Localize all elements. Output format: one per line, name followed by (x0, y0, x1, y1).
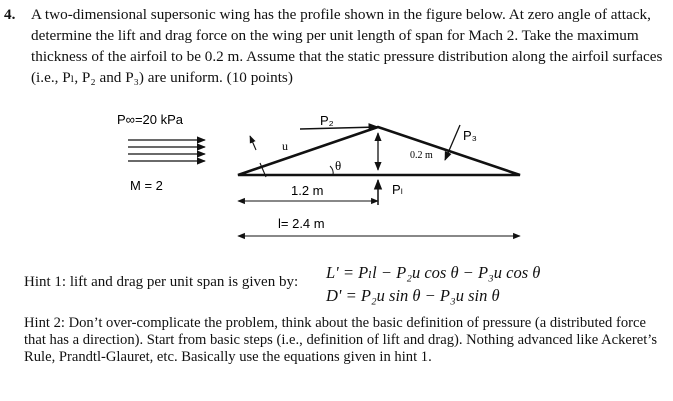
half-chord-label: 1.2 m (291, 183, 324, 198)
drag-equation: D' = P₂u sin θ − P₃u sin θ (326, 286, 500, 305)
lift-equation: L' = Pₗl − P₂u cos θ − P₃u cos θ (326, 263, 541, 282)
u-arrow (250, 136, 256, 150)
airfoil-shape (238, 127, 520, 175)
hint-1-text: Hint 1: lift and drag per unit span is given by: (24, 274, 299, 290)
problem-number: 4. (4, 6, 16, 23)
thickness-label: 0.2 m (410, 150, 433, 161)
mach-label: M = 2 (130, 178, 163, 193)
theta-label: θ (335, 158, 342, 173)
pl-label: Pₗ (392, 182, 403, 197)
u-label: u (282, 139, 288, 153)
p2-arrow (300, 127, 378, 129)
theta-arc (330, 166, 333, 175)
freestream-arrows (128, 140, 205, 161)
p-inf-label: P∞=20 kPa (117, 112, 184, 127)
hint-2-text: Hint 2: Don’t over-complicate the problem, think about the basic definition of pressure (a distributed force that has a direction). Start from basic steps (i.e., definition of lift and drag). Nothing advanced like Ackeret’s Rule, Prandtl-Glauret, etc. Basically use the equations given in hint 1. (24, 315, 658, 366)
problem-text: A two-dimensional supersonic wing has the profile shown in the figure below. At zero angle of attack, determine the lift and drag force on the wing per unit length of span for Mach 2. Take the maximum thickness of the airfoil to be 0.2 m. Assume that the static pressure distribution along the airfoil surfaces (i.e., Pₗ, P₂ and P₃) are uniform. (10 points) (31, 6, 663, 86)
p2-label: P₂ (320, 113, 334, 128)
chord-label: l= 2.4 m (278, 216, 325, 231)
p3-label: P₃ (463, 128, 477, 143)
